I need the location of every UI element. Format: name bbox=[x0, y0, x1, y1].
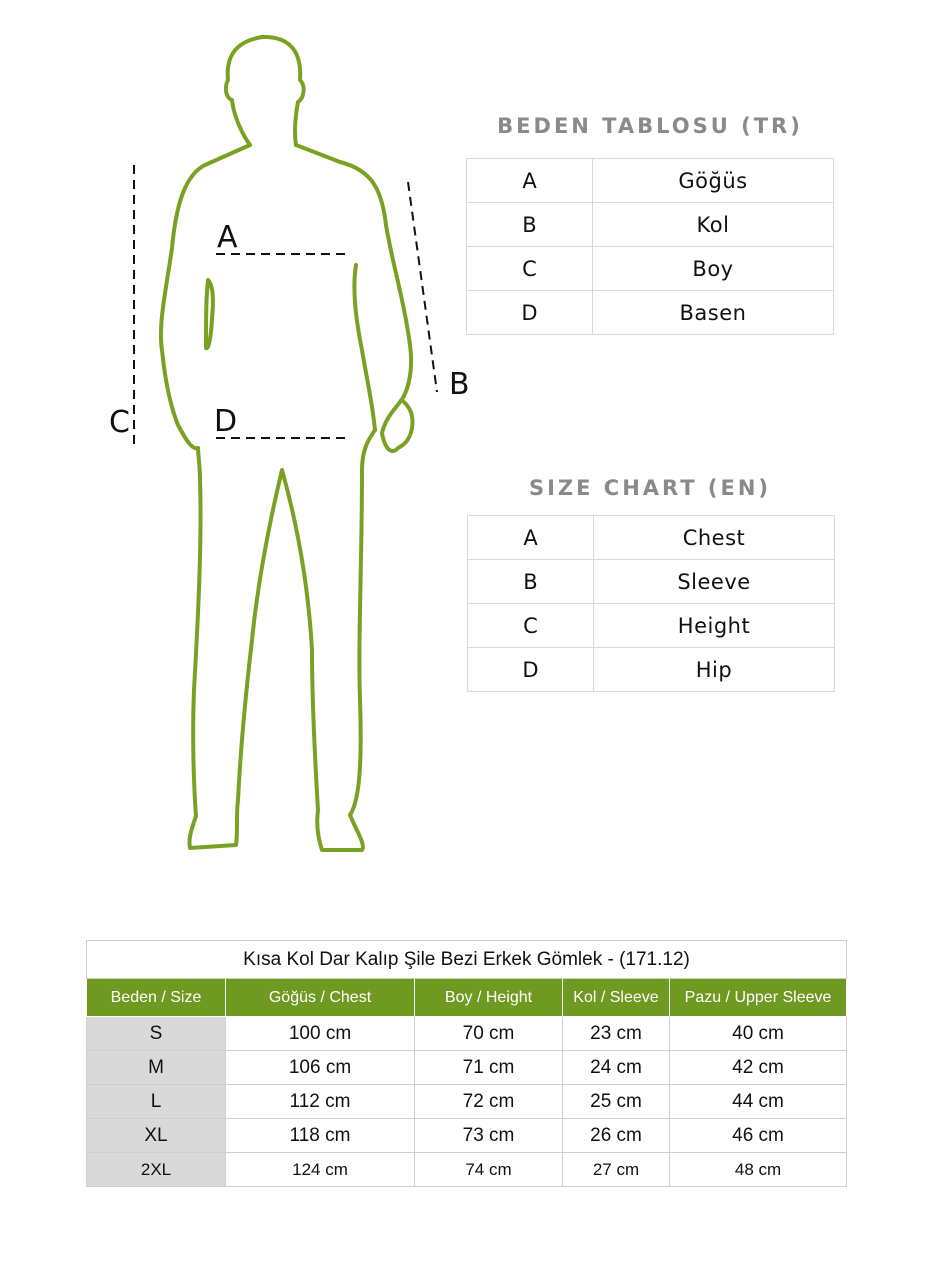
legend-row bbox=[468, 560, 835, 604]
legend-code: B bbox=[467, 203, 593, 247]
legend-row bbox=[467, 291, 834, 335]
table-cell: 40 cm bbox=[670, 1017, 847, 1051]
legend-code: A bbox=[468, 516, 594, 560]
legend-code: B bbox=[468, 560, 594, 604]
legend-code: C bbox=[468, 604, 594, 648]
size-label: M bbox=[87, 1051, 226, 1085]
size-table-caption: Kısa Kol Dar Kalıp Şile Bezi Erkek Gömlek - (171.12) bbox=[87, 941, 847, 979]
table-cell: 112 cm bbox=[226, 1085, 415, 1119]
table-cell: 71 cm bbox=[415, 1051, 563, 1085]
legend-name: Kol bbox=[593, 203, 834, 247]
table-cell: 27 cm bbox=[563, 1153, 670, 1187]
label-c: C bbox=[109, 405, 130, 440]
legend-row bbox=[467, 247, 834, 291]
en-legend-table bbox=[467, 515, 835, 692]
table-cell: 48 cm bbox=[670, 1153, 847, 1187]
table-cell: 42 cm bbox=[670, 1051, 847, 1085]
legend-row bbox=[468, 516, 835, 560]
table-cell: 118 cm bbox=[226, 1119, 415, 1153]
table-cell: 106 cm bbox=[226, 1051, 415, 1085]
tr-chart-title: BEDEN TABLOSU (TR) bbox=[497, 114, 803, 138]
table-cell: 44 cm bbox=[670, 1085, 847, 1119]
legend-row bbox=[468, 604, 835, 648]
legend-name: Boy bbox=[593, 247, 834, 291]
table-cell: 73 cm bbox=[415, 1119, 563, 1153]
size-label: 2XL bbox=[87, 1153, 226, 1187]
legend-name: Hip bbox=[594, 648, 835, 692]
table-cell: 23 cm bbox=[563, 1017, 670, 1051]
size-table-header bbox=[87, 979, 847, 1017]
legend-row bbox=[468, 648, 835, 692]
legend-code: A bbox=[467, 159, 593, 203]
table-row bbox=[87, 1119, 847, 1153]
en-chart-title: SIZE CHART (EN) bbox=[528, 476, 772, 500]
legend-name: Göğüs bbox=[593, 159, 834, 203]
header-chest: Göğüs / Chest bbox=[226, 979, 415, 1017]
legend-code: D bbox=[467, 291, 593, 335]
header-size: Beden / Size bbox=[87, 979, 226, 1017]
table-cell: 124 cm bbox=[226, 1153, 415, 1187]
table-cell: 74 cm bbox=[415, 1153, 563, 1187]
table-row bbox=[87, 1017, 847, 1051]
size-label: L bbox=[87, 1085, 226, 1119]
header-upper-sleeve: Pazu / Upper Sleeve bbox=[670, 979, 847, 1017]
table-row bbox=[87, 1085, 847, 1119]
legend-code: C bbox=[467, 247, 593, 291]
size-table bbox=[86, 940, 847, 1187]
body-measurement-figure bbox=[0, 0, 480, 880]
label-d: D bbox=[214, 404, 238, 439]
header-height: Boy / Height bbox=[415, 979, 563, 1017]
table-cell: 26 cm bbox=[563, 1119, 670, 1153]
label-b: B bbox=[449, 367, 470, 402]
size-label: S bbox=[87, 1017, 226, 1051]
legend-name: Chest bbox=[594, 516, 835, 560]
table-row bbox=[87, 1153, 847, 1187]
legend-name: Height bbox=[594, 604, 835, 648]
table-cell: 70 cm bbox=[415, 1017, 563, 1051]
table-cell: 25 cm bbox=[563, 1085, 670, 1119]
table-cell: 24 cm bbox=[563, 1051, 670, 1085]
table-cell: 72 cm bbox=[415, 1085, 563, 1119]
legend-row bbox=[467, 203, 834, 247]
legend-name: Sleeve bbox=[594, 560, 835, 604]
legend-row bbox=[467, 159, 834, 203]
table-cell: 100 cm bbox=[226, 1017, 415, 1051]
table-row bbox=[87, 1051, 847, 1085]
table-cell: 46 cm bbox=[670, 1119, 847, 1153]
header-sleeve: Kol / Sleeve bbox=[563, 979, 670, 1017]
legend-code: D bbox=[468, 648, 594, 692]
legend-name: Basen bbox=[593, 291, 834, 335]
label-a: A bbox=[217, 220, 238, 255]
body-outline bbox=[161, 37, 413, 850]
tr-legend-table bbox=[466, 158, 834, 335]
size-label: XL bbox=[87, 1119, 226, 1153]
